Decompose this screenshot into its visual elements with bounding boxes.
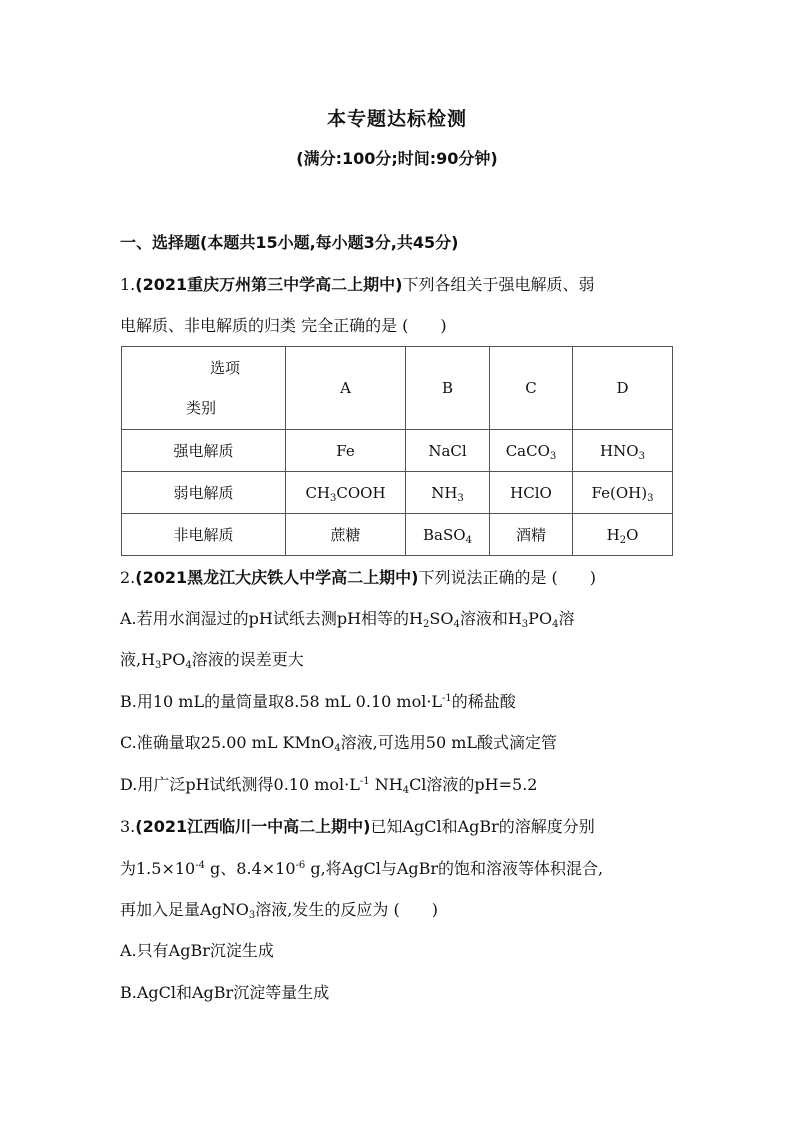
question-3-line-3: 再加入足量AgNO$_3$溶液,发生的反应为 ( ) [120, 900, 438, 921]
page-title: 本专题达标检测 [326, 108, 467, 130]
table-header-row [122, 347, 673, 430]
row-label: 强电解质 [122, 430, 286, 472]
question-2-line-1 [120, 568, 596, 588]
question-3-source: (2021江西临川一中高二上期中) [135, 817, 371, 836]
question-3-text: 已知AgCl和AgBr的溶解度分别 [370, 817, 595, 836]
table-cell: $HNO_3$ [573, 430, 673, 472]
table-row [122, 514, 673, 556]
question-2-option-b: B.用10 mL的量筒量取8.58 mL 0.10 $mol\cdot L^{-1}$的稀盐酸 [120, 692, 516, 711]
table-row [122, 472, 673, 514]
question-1-source: (2021重庆万州第三中学高二上期中) [135, 275, 403, 294]
table-cell: HClO [490, 472, 573, 514]
row-label: 弱电解质 [122, 472, 286, 514]
col-header-d: D [573, 347, 673, 430]
corner-label-category: 类别 [186, 399, 217, 417]
question-2-option-a-line-1: A.若用水润湿过的pH试纸去测pH相等的$H_2SO_4$溶液和$H_3PO_4$溶 [120, 609, 575, 630]
section-heading: 一、选择题(本题共15小题,每小题3分,共45分) [120, 233, 459, 252]
corner-label-options: 选项 [210, 359, 241, 377]
question-1-line-1 [120, 275, 594, 295]
question-3-number: 3. [120, 817, 136, 836]
table-cell: $Fe(OH)_3$ [573, 472, 673, 514]
question-2-source: (2021黑龙江大庆铁人中学高二上期中) [135, 568, 419, 587]
question-3-line-2: 为$1.5\times 10^{-4}$ g、$8.4\times 10^{-6}$ g,将AgCl与AgBr的饱和溶液等体积混合, [120, 859, 604, 878]
table-cell: $NH_3$ [406, 472, 490, 514]
question-2-option-a-line-2: 液$,H_3PO_4$溶液的误差更大 [120, 650, 304, 671]
question-2-number: 2. [120, 568, 136, 587]
page-subtitle: (满分:100分;时间:90分钟) [296, 149, 498, 168]
classification-table [121, 346, 673, 556]
col-header-a: A [286, 347, 406, 430]
table-cell: $H_2O$ [573, 514, 673, 556]
table-cell: Fe [286, 430, 406, 472]
question-3-option-a: A.只有AgBr沉淀生成 [120, 941, 274, 960]
question-2-option-c: C.准确量取25.00 mL KMnO$_4$溶液,可选用50 mL酸式滴定管 [120, 733, 558, 754]
table-cell: $CH_3COOH$ [286, 472, 406, 514]
table-cell: CaCO$_3$ [490, 430, 573, 472]
table-corner-cell [122, 347, 286, 430]
table-cell: NaCl [406, 430, 490, 472]
question-1-number: 1. [120, 275, 136, 294]
question-2-option-d: D.用广泛pH试纸测得0.10 $mol\cdot L^{-1}$ $NH_4Cl$溶液的pH=5.2 [120, 775, 538, 796]
table-cell: BaSO$_4$ [406, 514, 490, 556]
col-header-b: B [406, 347, 490, 430]
question-3-line-1 [120, 817, 595, 837]
question-1-text: 下列各组关于强电解质、弱 [402, 275, 595, 294]
row-label: 非电解质 [122, 514, 286, 556]
table-cell: 酒精 [490, 514, 573, 556]
question-2-text: 下列说法正确的是 ( ) [418, 568, 597, 587]
table-row [122, 430, 673, 472]
question-1-line-2: 电解质、非电解质的归类 完全正确的是 ( ) [120, 316, 447, 335]
col-header-c: C [490, 347, 573, 430]
question-3-option-b: B.AgCl和AgBr沉淀等量生成 [120, 983, 330, 1002]
table-cell: 蔗糖 [286, 514, 406, 556]
